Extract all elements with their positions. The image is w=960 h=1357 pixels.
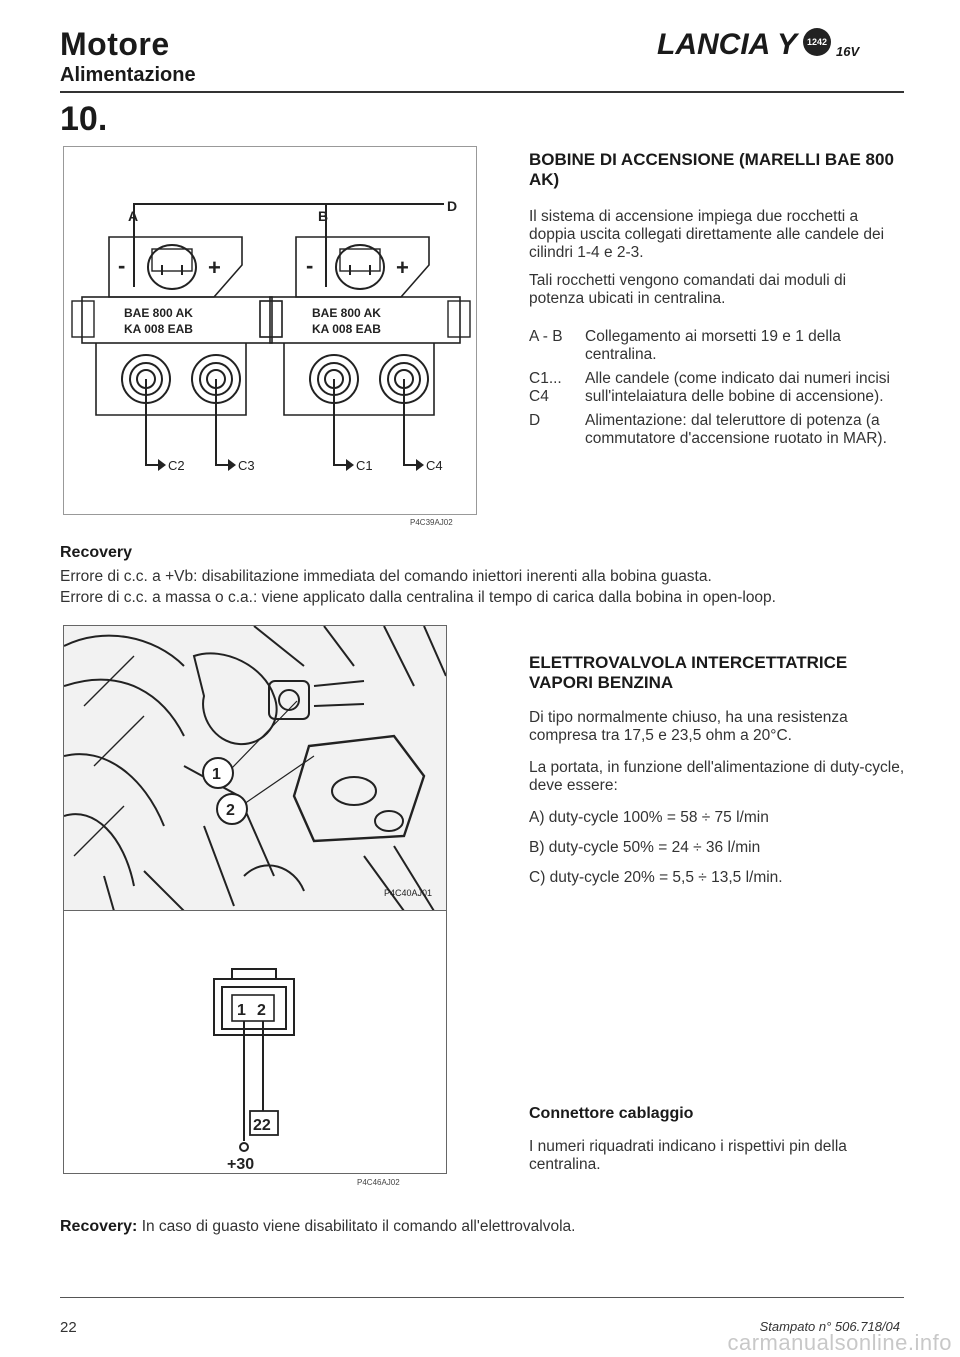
footer-rule xyxy=(60,1297,904,1298)
coil-a-label: A xyxy=(128,208,139,224)
ignition-coils-diagram xyxy=(64,147,476,514)
section2-text xyxy=(529,653,905,887)
ignition-coils-figure xyxy=(63,146,477,515)
photo-code: P4C40AJ01 xyxy=(384,888,433,898)
brand-logo: 1242 xyxy=(803,28,831,56)
recovery-line: Errore di c.c. a +Vb: disabilitazione immediata del comando iniettori inerenti alla bobina guasta. xyxy=(60,568,712,585)
connector-figure-code: P4C46AJ02 xyxy=(357,1178,400,1187)
recovery-2 xyxy=(60,1217,910,1237)
recovery-label: Recovery: xyxy=(60,1218,138,1235)
plus-sign-right: + xyxy=(396,255,409,280)
connector-pin-2: 2 xyxy=(257,1002,266,1019)
section-number: 10. xyxy=(60,100,108,138)
definition-row xyxy=(529,328,905,364)
section-heading: BOBINE DI ACCENSIONE (MARELLI BAE 800 AK) xyxy=(529,150,894,189)
output-c3-label: C3 xyxy=(238,458,255,473)
coil-right-plate: BAE 800 AK xyxy=(312,306,381,320)
output-c4-label: C4 xyxy=(426,458,443,473)
definition-key: A - B xyxy=(529,328,563,345)
recovery-text xyxy=(60,566,910,608)
ecu-pin-label: 22 xyxy=(253,1117,271,1134)
definition-key: C1... C4 xyxy=(529,370,562,405)
list-item: C) duty-cycle 20% = 5,5 ÷ 13,5 l/min. xyxy=(529,869,783,886)
definition-text: Alle candele (come indicato dai numeri incisi sull'intelaiatura delle bobine di accensione). xyxy=(585,370,890,405)
brand-name: LANCIA Y xyxy=(657,28,798,61)
watermark: carmanualsonline.info xyxy=(727,1330,952,1355)
page-number: 22 xyxy=(60,1319,77,1336)
brand-variant: 16V xyxy=(836,44,860,59)
connector-heading: Connettore cablaggio xyxy=(529,1105,694,1122)
recovery-heading: Recovery xyxy=(60,544,133,561)
print-stamp: Stampato n° 506.718/04 xyxy=(759,1319,900,1334)
connector-diagram xyxy=(64,911,446,1173)
engine-photo-illustration xyxy=(64,626,446,911)
engine-photo xyxy=(63,625,447,912)
connector-text: I numeri riquadrati indicano i rispettivi pin della centralina. xyxy=(529,1138,847,1173)
coil-right-plate-mirrored: KA 008 EAB xyxy=(312,322,381,336)
definition-text: Alimentazione: dal teleruttore di potenza (a commutatore d'accensione ruotato in MAR). xyxy=(585,412,887,447)
definition-row xyxy=(529,412,905,448)
section1-text xyxy=(529,150,905,454)
figure-code: P4C39AJ02 xyxy=(410,518,453,527)
connector-pin-1: 1 xyxy=(237,1002,246,1019)
section-heading: ELETTROVALVOLA INTERCETTATRICE VAPORI BENZINA xyxy=(529,653,848,692)
recovery-line: Errore di c.c. a massa o c.a.: viene applicato dalla centralina il tempo di carica dalla bobina in open-loop. xyxy=(60,589,776,606)
header-rule xyxy=(60,91,904,93)
page-subtitle: Alimentazione xyxy=(60,64,196,86)
coil-left-plate-mirrored: KA 008 EAB xyxy=(124,322,193,336)
paragraph: La portata, in funzione dell'alimentazione di duty-cycle, deve essere: xyxy=(529,759,905,794)
callout-1-label: 1 xyxy=(212,766,221,783)
definition-key: D xyxy=(529,412,541,429)
supply-d-label: D xyxy=(447,198,458,214)
minus-sign-right: - xyxy=(306,253,314,278)
paragraph: Di tipo normalmente chiuso, ha una resistenza compresa tra 17,5 e 23,5 ohm a 20°C. xyxy=(529,709,848,744)
coil-b-label: B xyxy=(318,208,329,224)
page-title: Motore xyxy=(60,26,170,62)
output-c2-label: C2 xyxy=(168,458,185,473)
output-c1-label: C1 xyxy=(356,458,373,473)
paragraph: Il sistema di accensione impiega due rocchetti a doppia uscita collegati direttamente alle candele dei cilindri 1-4 e 2-3. xyxy=(529,208,885,261)
recovery-text: In caso di guasto viene disabilitato il comando all'elettrovalvola. xyxy=(141,1218,576,1235)
definition-row xyxy=(529,370,905,406)
callout-2-label: 2 xyxy=(226,802,235,819)
connector-figure xyxy=(63,910,447,1174)
minus-sign-left: - xyxy=(118,253,126,278)
coil-left-plate: BAE 800 AK xyxy=(124,306,193,320)
definition-text: Collegamento ai morsetti 19 e 1 della centralina. xyxy=(585,328,841,363)
supply-label: +30 xyxy=(227,1156,255,1173)
paragraph: Tali rocchetti vengono comandati dai moduli di potenza ubicati in centralina. xyxy=(529,272,847,307)
plus-sign-left: + xyxy=(208,255,221,280)
list-item: B) duty-cycle 50% = 24 ÷ 36 l/min xyxy=(529,839,761,856)
list-item: A) duty-cycle 100% = 58 ÷ 75 l/min xyxy=(529,809,769,826)
